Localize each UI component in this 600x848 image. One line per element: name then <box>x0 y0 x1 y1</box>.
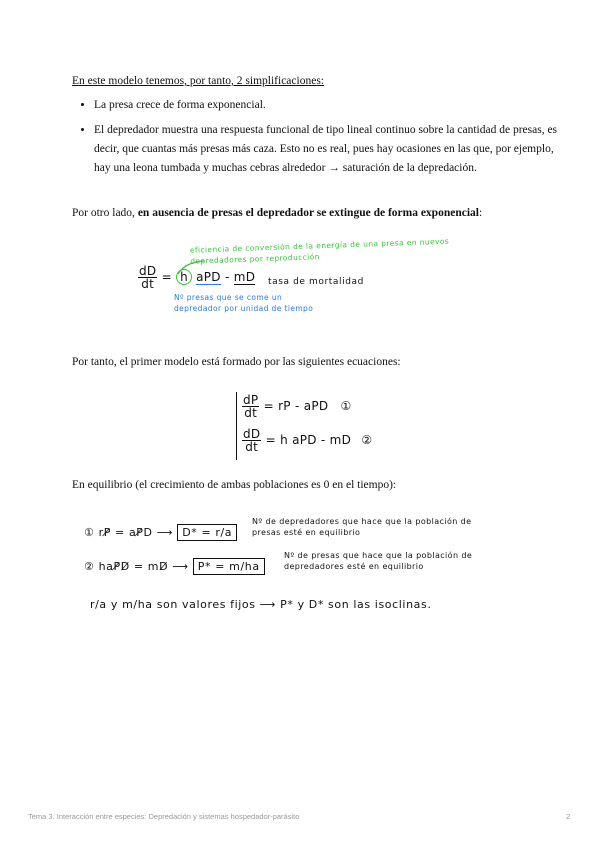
equation-label-2: ② <box>361 433 373 447</box>
mortality-note: tasa de mortalidad <box>268 277 364 287</box>
intro-heading: En este modelo tenemos, por tanto, 2 simplificaciones: <box>72 75 324 87</box>
prey-equilibrium-note: Nº de presas que hace que la población de depredadores esté en equilibrio <box>284 551 473 571</box>
bullet-item: • La presa crece de forma exponencial. <box>94 96 564 115</box>
prey-equilibrium-box: P* = m/ha <box>193 558 265 575</box>
paragraph-absence-of-prey: Por otro lado, en ausencia de presas el depredador se extingue de forma exponencial: <box>72 207 483 219</box>
predator-equilibrium-box: D* = r/a <box>177 524 237 541</box>
aPD-term: aPD <box>196 270 221 284</box>
equilibrium-row-1: ① rP̸ = aP̸D ⟶ D* = r/a <box>84 526 237 539</box>
mD-term: mD <box>233 270 256 284</box>
consumption-note: Nº presas que se come un depredador por unidad de tiempo <box>174 293 314 313</box>
bullet-item: • El depredador muestra una respuesta funcional de tipo lineal continuo sobre la cantidad de presas, es decir, que cuantas más presas más caza. Esto no es real, pues hay ocasiones en las que, por ejemplo, hay una leona tumbada y muchas cebras alrededor → saturación de la depredación. <box>94 121 564 178</box>
footer-title: Tema 3. Interacción entre especies: Depredación y sistemas hospedador-parásito <box>28 812 300 821</box>
conversion-efficiency-note: eficiencia de conversión de la energía de una presa en nuevos depredadores por reproducción <box>189 236 450 266</box>
predator-equation: $\frac{dD}{dt}$ = h aPD - mD <box>139 264 256 291</box>
bold-statement: en ausencia de presas el depredador se extingue de forma exponencial <box>137 207 479 219</box>
page-number: 2 <box>566 812 571 821</box>
paragraph-model-intro: Por tanto, el primer modelo está formado por las siguientes ecuaciones: <box>72 356 401 368</box>
system-bracket <box>236 392 237 460</box>
equation-label-1: ① <box>340 399 352 413</box>
prey-equation: $\frac{dP}{dt}$ = rP - aPD ① <box>243 393 352 420</box>
paragraph-equilibrium: En equilibrio (el crecimiento de ambas poblaciones es 0 en el tiempo): <box>72 479 397 491</box>
predator-equilibrium-note: Nº de depredadores que hace que la población de presas esté en equilibrio <box>252 517 472 537</box>
predator-system-equation: $\frac{dD}{dt}$ = h aPD - mD ② <box>243 427 373 454</box>
isocline-conclusion: r/a y m/ha son valores fijos ⟶ P* y D* son las isoclinas. <box>90 598 432 611</box>
simplification-list <box>74 96 564 184</box>
equilibrium-row-2: ② haP̸D̸ = mD̸ ⟶ P* = m/ha <box>84 560 265 573</box>
h-coefficient: h <box>176 269 192 285</box>
